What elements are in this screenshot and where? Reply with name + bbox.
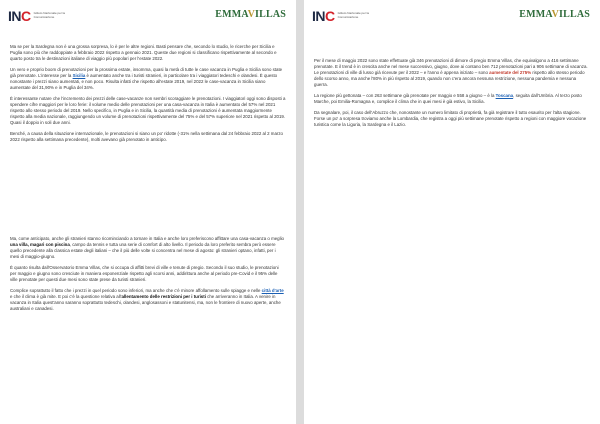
emma-villas-logo: EMMAVILLAS (519, 9, 590, 20)
paragraph: Benché, a causa della situazione internazionale, le prenotazioni si siano un po' ridotte (-31% nella settimana dal 24 febbraio 2022 al 2 marzo 2022 rispetto alla settimana precedente), molti avevano già prenotato in anticipo. (10, 131, 283, 142)
page-left (0, 0, 296, 424)
emma-villas-logo: EMMAVILLAS (215, 9, 286, 20)
page-header (304, 6, 600, 28)
inc-logo (8, 8, 70, 24)
inc-logo-text: INC (8, 8, 31, 24)
paragraph: È interessante notare che l'incremento dei prezzi delle case-vacanze non sembri scoraggiare le prenotazioni. I viaggiatori oggi sono disposti a spendere cifre maggiori per le loro ferie: il volume medio delle prenotazioni per una casa-vacanza in Italia è aumentato del 57% nel 2021 rispetto allo stesso periodo del 2019. Nello specifico, in Puglia e in Sicilia, la quantità media di prenotazioni è aumentata maggiormente rispetto alla media nazionale, raggiungendo un volume di prenotazioni rispettivamente del 75% e del 57% superiore nel 2021 rispetto al 2019. Quasi il doppio in soli due anni. (10, 96, 286, 125)
page-header (0, 6, 296, 28)
paragraph: La regione più gettonata – con 263 settimane già prenotate per maggio e 558 a giugno – è la Toscana, seguita dall'Umbria. Al terzo posto Marche, poi Emilia-Romagna e, complice il clima che in quei mesi è già estivo, la Sicilia. (314, 93, 582, 104)
paragraph: Per il mese di maggio 2022 sono state effettuate già 346 prenotazioni di dimore di pregio Emma Villas, che equivalgono a 416 settimane prenotate. E il trend è in crescita anche nel mese successivo, giugno, dove ai contano ben 712 prenotazioni pari a 906 settimane di vacanza. Le prenotazioni di ville di lusso già ricevute per il 2022 – e l'anno è appena iniziato – sono aumentate del 275% rispetto allo stesso periodo dello scorso anno, ma anche l'80% in più rispetto al 2019, quando non c'era ancora nessuna restrizione, nessuna pandemia e nessuna guerra. (314, 58, 588, 87)
page-right (304, 0, 600, 424)
inc-logo-subtitle: Istituto Nazionale per la Comunicazione (33, 11, 65, 19)
paragraph: Ma se per la Sardegna non è una grossa sorpresa, lo è per le altre regioni. Basti pensare che, secondo lo studio, le ricerche per Sicilia e Puglia sono più che raddoppiate a febbraio 2022 rispetto a gennaio 2021. Queste due regioni si classificano rispettivamente al secondo e quarto posto tra le destinazioni italiane di viaggio più popolari per l'estate 2022. (10, 44, 277, 61)
citta-darte-link[interactable]: città d'arte (261, 288, 284, 293)
sicilia-link[interactable]: Sicilia (72, 73, 86, 78)
article-body-left-bottom (10, 236, 286, 317)
paragraph: Complice soprattutto il fatto che i prezzi in quel periodo sono inferiori, ma anche che c'è minore affollamento sulle spiagge e nelle città d'arte e che il clima è già mite. E poi c'è la questione relativa all'allentamento delle restrizioni per i turisti che arriveranno in Italia. A venire in vacanza in Italia quest'anno saranno soprattutto tedeschi, olandesi, anglosassoni e statunitensi, ma, non le frontiere di nuovo aperte, anche australiani e canadesi. (10, 288, 284, 311)
inc-logo-subtitle: Istituto Nazionale per la Comunicazione (337, 11, 369, 19)
toscana-link[interactable]: Toscana (495, 93, 514, 98)
inc-logo (312, 8, 374, 24)
article-body-left-top (10, 44, 286, 148)
paragraph: È quanto risulta dall'Osservatorio Emma Villas, che si occupa di affitti brevi di ville e tenute di pregio. Secondo il suo studio, le prenotazioni per maggio e giugno sono cresciute in maniera esponenziale rispetto agli scorsi anni, addirittura anche al periodo pre-Covid e il 95% delle ville prenotate per questi due mesi sono state prese da turisti stranieri. (10, 265, 279, 282)
paragraph: Ma, come anticipato, anche gli stranieri stanno ricominciando a tornare in Italia e anche loro preferiscono affittare una casa-vacanza o meglio una villa, magari con piscina, campo da tennis e tutta una serie di comfort di alto livello. Il periodo da loro preferito sembra però essere quello precedente alla classica estate degli italiani – che il più delle volte si concentra nel mese di agosto: gli stranieri optano, infatti, per i mesi di maggio-giugno. (10, 236, 284, 259)
paragraph: Da segnalare, poi, il caso dell'Abruzzo che, nonostante un numero limitato di proprietà, fa già registrare il tutto esaurito per l'alta stagione. Forse un po' a sorpresa troviamo anche la Lombardia, che registra a oggi più settimane prenotate rispetto a regioni con maggiore vocazione turistica come la Liguria, la Sardegna e il Lazio. (314, 110, 587, 127)
inc-logo-text: INC (312, 8, 335, 24)
article-body-right (314, 58, 590, 133)
paragraph: Un vero e proprio boom di prenotazioni per la prossima estate, insomma, quasi la metà di tutte le case vacanza in Puglia e Sicilia sono state già prenotate. L'interesse per la Sicilia è aumentato anche tra i turisti stranieri, in particolare tra i viaggiatori tedeschi e olandesi. È questo nonostante i prezzi siano aumentati, e non poco. Risulta infatti che rispetto all'estate 2019, nel 2022 le case-vacanza in Sicilia siano aumentate del 31,90% e in Puglia del 34%. (10, 67, 283, 90)
